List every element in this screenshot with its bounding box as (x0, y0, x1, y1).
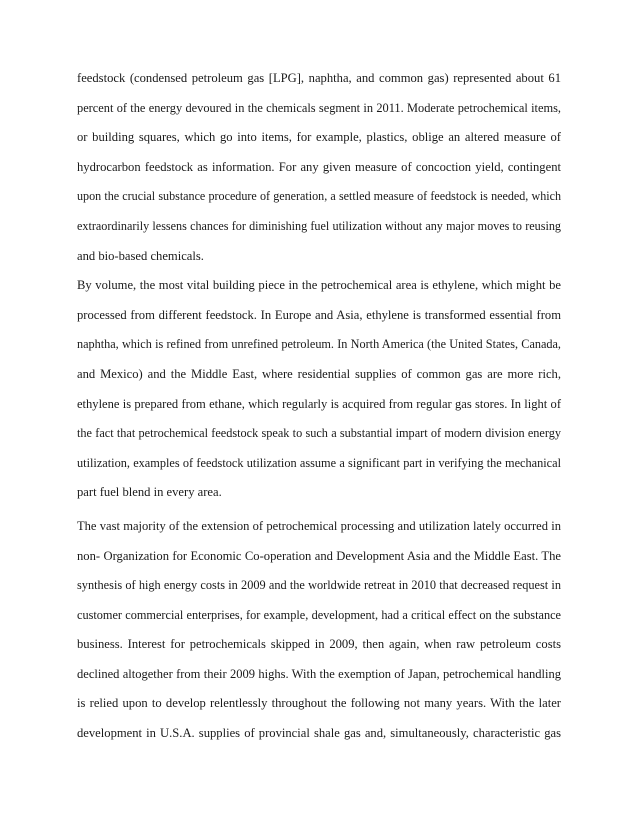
text-line: The vast majority of the extension of petrochemical processing and utilization lately occurred in (77, 518, 561, 533)
body-text (77, 64, 561, 749)
text-line: declined altogether from their 2009 highs. With the exemption of Japan, petrochemical handling (77, 666, 561, 681)
text-line: is relied upon to develop relentlessly throughout the following not many years. With the later (77, 696, 561, 711)
text-line: upon the crucial substance procedure of generation, a settled measure of feedstock is needed, which (77, 189, 561, 204)
text-line: percent of the energy devoured in the chemicals segment in 2011. Moderate petrochemical items, (77, 100, 561, 115)
text-line: business. Interest for petrochemicals skipped in 2009, then again, when raw petroleum costs (77, 637, 561, 652)
paragraph-3 (77, 512, 561, 749)
text-line: synthesis of high energy costs in 2009 and the worldwide retreat in 2010 that decreased request in (77, 578, 561, 593)
text-line: utilization, examples of feedstock utilization assume a significant part in verifying the mechanical (77, 455, 561, 470)
text-line: development in U.S.A. supplies of provincial shale gas and, simultaneously, characteristic gas (77, 726, 561, 741)
text-line: By volume, the most vital building piece in the petrochemical area is ethylene, which might be (77, 278, 561, 293)
text-line: customer commercial enterprises, for example, development, had a critical effect on the substance (77, 607, 561, 622)
text-line: non- Organization for Economic Co-operation and Development Asia and the Middle East. The (77, 548, 561, 563)
text-line: naphtha, which is refined from unrefined petroleum. In North America (the United States, Canada, (77, 337, 561, 352)
text-line: ethylene is prepared from ethane, which regularly is acquired from regular gas stores. In light of (77, 396, 561, 411)
paragraph-1 (77, 64, 561, 271)
text-line: or building squares, which go into items, for example, plastics, oblige an altered measure of (77, 130, 561, 145)
text-line: extraordinarily lessens chances for diminishing fuel utilization without any major moves to reusing (77, 218, 561, 233)
text-line: and bio-based chemicals. (77, 248, 204, 263)
text-line: and Mexico) and the Middle East, where residential supplies of common gas are more rich, (77, 366, 561, 381)
text-line: the fact that petrochemical feedstock speak to such a substantial impart of modern division energy (77, 426, 561, 441)
text-line: processed from different feedstock. In Europe and Asia, ethylene is transformed essential from (77, 307, 561, 322)
paragraph-2 (77, 271, 561, 508)
text-line: part fuel blend in every area. (77, 485, 222, 500)
text-line: hydrocarbon feedstock as information. For any given measure of concoction yield, contingent (77, 159, 561, 174)
text-line: feedstock (condensed petroleum gas [LPG], naphtha, and common gas) represented about 61 (77, 71, 561, 85)
